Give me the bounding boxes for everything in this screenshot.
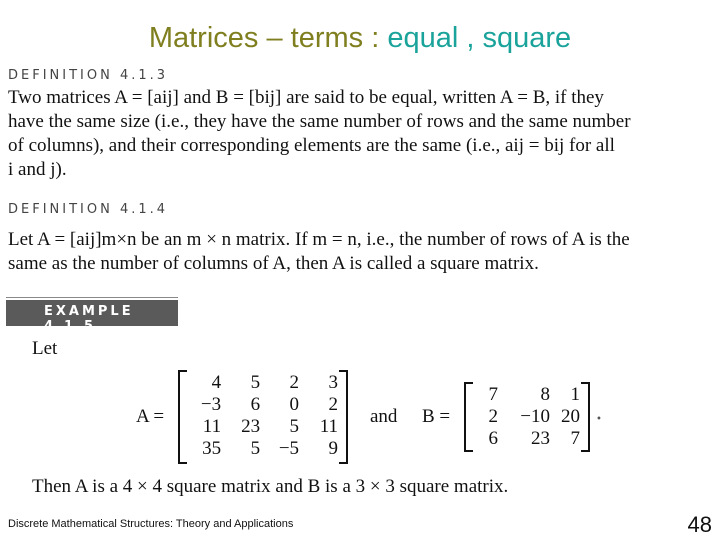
matrix-cell: −3 [200,394,222,415]
matrix-row [474,428,580,450]
matrix-cell: 9 [328,438,338,459]
mark-dot: • [596,414,602,425]
matrix-b-label: B = [422,406,451,427]
matrix-cell: 6 [488,428,498,449]
definition-body [8,228,714,276]
matrix-cell: 23 [531,428,550,449]
matrix-cell: 0 [289,394,300,415]
matrix-a-label: A = [136,406,165,427]
example-banner [6,300,178,334]
matrix-cell: 2 [289,372,300,393]
definition-line: Two matrices A = [aij] and B = [bij] are said to be equal, written A = B, if they [8,87,604,108]
matrix-row [474,384,580,406]
definition-heading: DEFINITION 4.1.3 [8,68,169,83]
divider [6,297,178,298]
footer-text: Discrete Mathematical Structures: Theory and Applications [8,518,294,530]
matrix-row [188,416,338,438]
definition-line: have the same size (i.e., they have the same number of rows and the same number [8,111,631,132]
matrix-cell: 35 [202,438,222,459]
definition-body [8,86,714,182]
matrix-cell: 2 [488,406,498,427]
definition-line: Let A = [aij]m×n be an m × n matrix. If m = n, i.e., the number of rows of A is the [8,229,630,250]
definition-line: of columns), and their corresponding elements are the same (i.e., aij = bij for all [8,135,615,156]
matrix-cell: 7 [488,384,498,405]
page-number: 48 [687,512,712,537]
matrix-cell: 11 [319,416,338,437]
matrix-cell: 5 [250,372,261,393]
definition-line: same as the number of columns of A, then A is called a square matrix. [8,253,539,274]
matrix-cell: 7 [570,428,580,449]
example-intro: Let [32,338,58,359]
matrix-cell: 5 [289,416,300,437]
matrix-a [178,370,348,464]
matrix-cell: 11 [202,416,222,437]
matrix-row [188,372,338,394]
matrix-cell: −5 [278,438,300,459]
matrix-cell: 2 [328,394,338,415]
matrix-row [474,406,580,428]
matrix-cell: −10 [520,406,550,427]
matrix-row [188,438,338,460]
matrix-cell: 8 [540,384,550,405]
matrix-b [464,382,590,452]
definition-heading: DEFINITION 4.1.4 [8,202,169,217]
matrix-cell: 3 [328,372,338,393]
example-heading: EXAMPLE 4.1.5 [44,304,134,334]
matrix-and: and [370,406,398,427]
slide-title: Matrices – terms : equal , square [148,22,572,54]
matrix-cell: 20 [561,406,580,427]
definition-line: i and j). [8,159,67,180]
example-conclusion: Then A is a 4 × 4 square matrix and B is a 3 × 3 square matrix. [32,476,509,497]
matrix-cell: 4 [211,372,222,393]
matrix-cell: 23 [241,416,261,437]
matrix-cell: 5 [250,438,261,459]
matrix-cell: 6 [250,394,261,415]
matrix-row [188,394,338,416]
matrix-cell: 1 [570,384,580,405]
